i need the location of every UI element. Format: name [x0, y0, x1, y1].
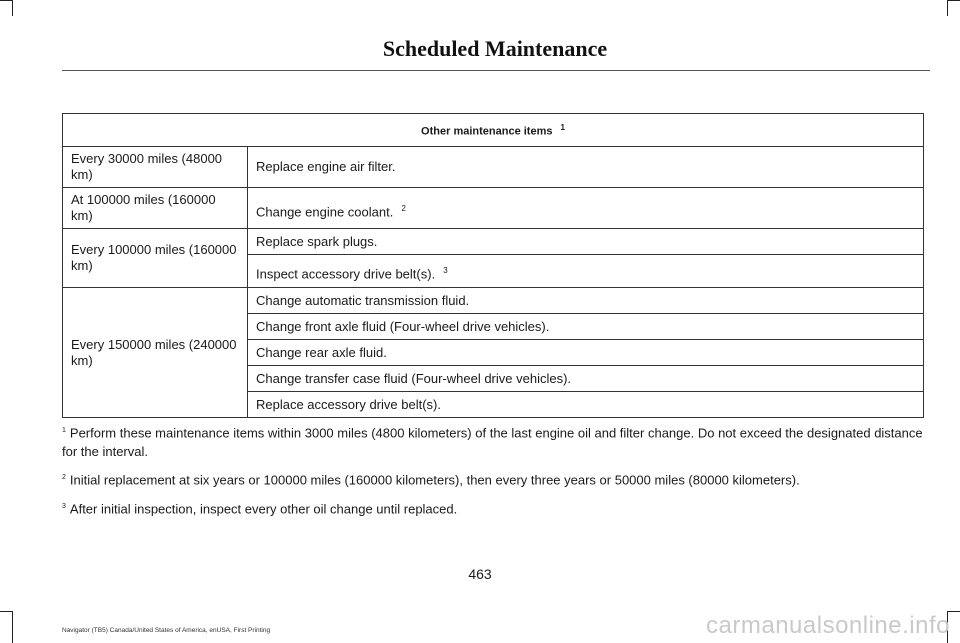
item-cell — [248, 255, 924, 288]
item-cell — [248, 229, 924, 255]
item-cell — [248, 288, 924, 314]
footnote-ref: 3 — [443, 266, 448, 276]
item-text: Replace accessory drive belt(s). — [256, 396, 441, 412]
footnotes — [62, 421, 928, 525]
item-text: Change automatic transmission fluid. — [256, 292, 470, 308]
item-cell — [248, 314, 924, 340]
footnote-text: Initial replacement at six years or 100000 miles (160000 kilometers), then every three years or 50000 miles (80000 kilometers). — [69, 472, 800, 488]
page-title: Scheduled Maintenance — [382, 36, 608, 61]
table-row — [63, 147, 924, 188]
item-text: Inspect accessory drive belt(s). — [256, 266, 436, 282]
interval-cell: Every 30000 miles (48000 km) — [63, 147, 248, 188]
footnote-text: After initial inspection, inspect every other oil change until replaced. — [69, 500, 458, 516]
footnote-ref: 1 — [560, 123, 565, 133]
footnote — [62, 497, 928, 518]
interval-cell: At 100000 miles (160000 km) — [63, 188, 248, 229]
footnote — [62, 421, 928, 461]
item-cell — [248, 366, 924, 392]
footnote-number: 2 — [62, 474, 66, 482]
table-row — [63, 229, 924, 255]
table-header-row — [63, 114, 924, 147]
item-cell — [248, 147, 924, 188]
footnote-number: 1 — [62, 427, 66, 434]
item-text: Change rear axle fluid. — [256, 344, 387, 360]
page-number: 463 — [468, 566, 492, 582]
footnote-number: 3 — [62, 502, 66, 510]
print-info: Navigator (TB5) Canada/United States of America, enUSA, First Printing — [62, 627, 271, 634]
crop-mark — [0, 611, 12, 612]
maintenance-table — [62, 113, 924, 418]
interval-cell: Every 150000 miles (240000 km) — [63, 288, 248, 418]
item-cell — [248, 188, 924, 229]
item-cell — [248, 392, 924, 418]
crop-mark — [947, 0, 948, 16]
crop-mark — [0, 0, 12, 1]
table-row — [63, 188, 924, 229]
table-heading — [63, 114, 924, 147]
item-text: Change transfer case fluid (Four-wheel drive vehicles). — [256, 370, 572, 386]
footnote-ref: 2 — [401, 204, 406, 214]
footnote — [62, 468, 928, 489]
watermark: carmanualsonline.info — [706, 612, 950, 639]
footnote-text: Perform these maintenance items within 3000 miles (4800 kilometers) of the last engine oil and filter change. Do not exceed the designated distance for the interval. — [62, 425, 923, 460]
header-rule — [62, 70, 930, 71]
item-text: Replace engine air filter. — [256, 159, 396, 174]
item-text: Change front axle fluid (Four-wheel drive vehicles). — [256, 318, 550, 334]
crop-mark — [12, 0, 13, 16]
item-text: Replace spark plugs. — [256, 233, 378, 249]
interval-cell: Every 100000 miles (160000 km) — [63, 229, 248, 288]
item-text: Change engine coolant. — [256, 204, 394, 220]
crop-mark — [948, 0, 960, 1]
table-heading-text: Other maintenance items — [421, 125, 553, 138]
item-cell — [248, 340, 924, 366]
table-row — [63, 288, 924, 314]
crop-mark — [12, 611, 13, 643]
